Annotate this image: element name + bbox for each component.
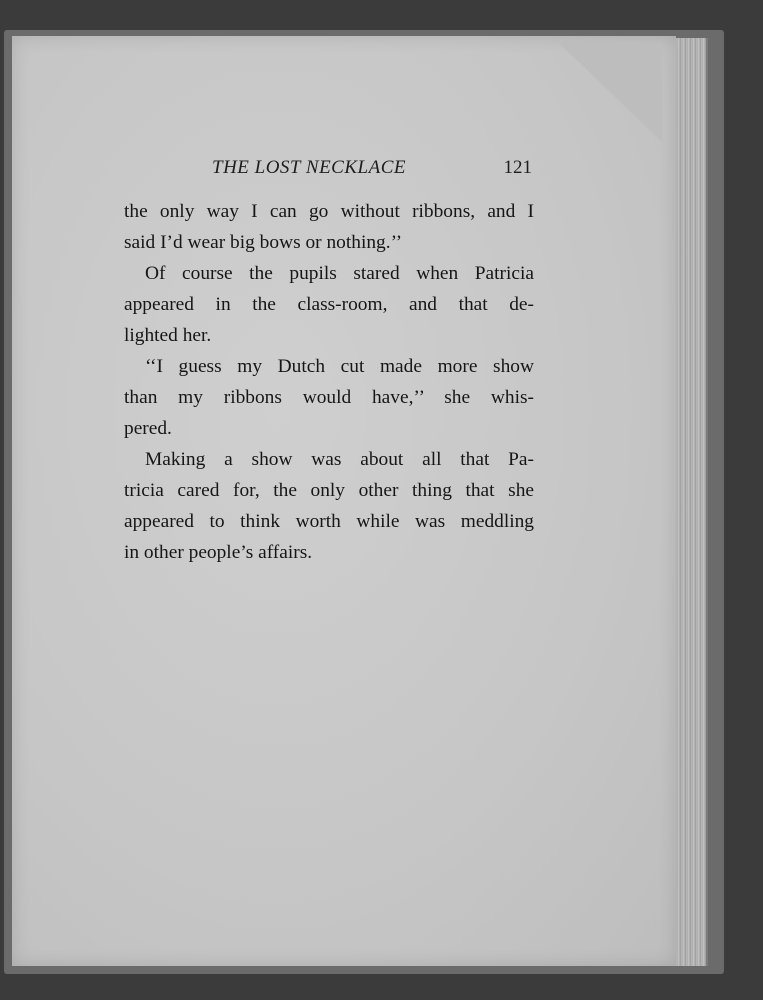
body-text: [124, 196, 534, 568]
paragraph: [124, 196, 534, 258]
text-line: pered.: [124, 418, 172, 439]
text-line: appeared to think worth while was meddling: [124, 511, 534, 532]
text-line: said I’d wear big bows or nothing.’’: [124, 232, 403, 253]
paragraph: [124, 351, 534, 444]
text-line: tricia cared for, the only other thing that she: [124, 480, 534, 501]
text-line: than my ribbons would have,’’ she whis-: [124, 387, 534, 408]
text-line: the only way I can go without ribbons, and I: [124, 201, 534, 222]
page-number: 121: [503, 157, 532, 178]
text-line: Making a show was about all that Pa-: [145, 449, 534, 470]
text-line: lighted her.: [124, 325, 212, 346]
text-line: appeared in the class-room, and that de-: [124, 294, 534, 315]
running-title: THE LOST NECKLACE: [212, 157, 406, 178]
paragraph: [124, 258, 534, 351]
text-line: in other people’s affairs.: [124, 542, 313, 563]
paragraph: [124, 444, 534, 568]
folded-corner: [558, 42, 662, 142]
page-header: [124, 157, 536, 185]
text-line: ‘‘I guess my Dutch cut made more show: [145, 356, 534, 377]
page-edges: [672, 38, 708, 966]
text-line: Of course the pupils stared when Patricia: [145, 263, 534, 284]
